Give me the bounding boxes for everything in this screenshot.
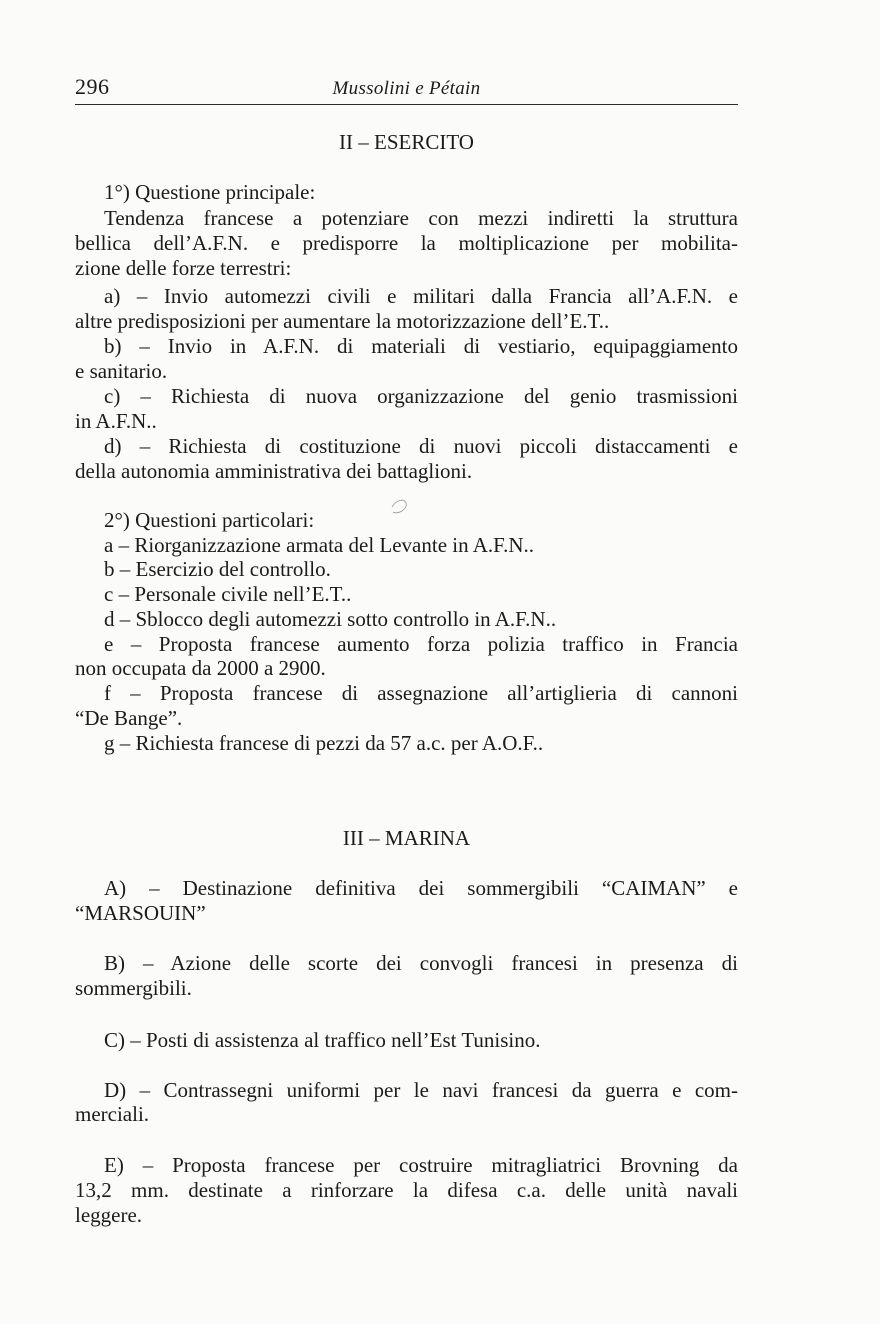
page-header bbox=[75, 72, 738, 105]
item-D-line: D) – Contrassegni uniformi per le navi francesi da guerra e com- bbox=[104, 1078, 738, 1102]
item-B-line: sommergibili. bbox=[75, 976, 192, 1000]
list-item-d: d – Sblocco degli automezzi sotto controllo in A.F.N.. bbox=[104, 607, 557, 631]
item-b-line: b) – Invio in A.F.N. di materiali di vestiario, equipaggiamento bbox=[104, 334, 738, 358]
list-item-f-line: “De Bange”. bbox=[75, 706, 183, 730]
item-E-line: leggere. bbox=[75, 1203, 143, 1227]
paragraph-line: bellica dell’A.F.N. e predisporre la moltiplicazione per mobilita- bbox=[75, 231, 738, 255]
item-d-line: d) – Richiesta di costituzione di nuovi piccoli distaccamenti e bbox=[104, 434, 738, 458]
item-E-line: E) – Proposta francese per costruire mitragliatrici Brovning da bbox=[104, 1153, 738, 1177]
page-number: 296 bbox=[75, 74, 110, 99]
section-title-army: II – ESERCITO bbox=[339, 130, 474, 154]
item-A-line: A) – Destinazione definitiva dei sommergibili “CAIMAN” e bbox=[104, 876, 738, 900]
item-A-line: “MARSOUIN” bbox=[75, 901, 206, 925]
item-B-line: B) – Azione delle scorte dei convogli francesi in presenza di bbox=[104, 951, 738, 975]
item-a-line: a) – Invio automezzi civili e militari dalla Francia all’A.F.N. e bbox=[104, 284, 738, 308]
item-D-line: merciali. bbox=[75, 1102, 150, 1126]
list-item-b: b – Esercizio del controllo. bbox=[104, 557, 331, 581]
item-d-line: della autonomia amministrativa dei battaglioni. bbox=[75, 459, 473, 483]
item-c-line: c) – Richiesta di nuova organizzazione del genio trasmissioni bbox=[104, 384, 738, 408]
list-item-e-line: e – Proposta francese aumento forza polizia traffico in Francia bbox=[104, 632, 738, 656]
paragraph-line: Tendenza francese a potenziare con mezzi indiretti la struttura bbox=[104, 206, 738, 230]
item-b-line: e sanitario. bbox=[75, 359, 168, 383]
list-item-f-line: f – Proposta francese di assegnazione all’artiglieria di cannoni bbox=[104, 681, 738, 705]
item-c-line: in A.F.N.. bbox=[75, 409, 157, 433]
item-E-line: 13,2 mm. destinate a rinforzare la difesa c.a. delle unità navali bbox=[75, 1178, 738, 1202]
list-item-a: a – Riorganizzazione armata del Levante in A.F.N.. bbox=[104, 533, 535, 557]
paragraph-line: zione delle forze terrestri: bbox=[75, 256, 292, 280]
list-item-g: g – Richiesta francese di pezzi da 57 a.c. per A.O.F.. bbox=[104, 731, 544, 755]
section-title-navy: III – MARINA bbox=[342, 826, 471, 850]
question-principal-title: 1°) Questione principale: bbox=[104, 180, 316, 204]
running-title: Mussolini e Pétain bbox=[332, 78, 481, 99]
item-C-line: C) – Posti di assistenza al traffico nell’Est Tunisino. bbox=[104, 1028, 541, 1052]
item-a-line: altre predisposizioni per aumentare la motorizzazione dell’E.T.. bbox=[75, 309, 610, 333]
question-particular-title: 2°) Questioni particolari: bbox=[104, 508, 315, 532]
list-item-e-line: non occupata da 2000 a 2900. bbox=[75, 656, 326, 680]
list-item-c: c – Personale civile nell’E.T.. bbox=[104, 582, 352, 606]
